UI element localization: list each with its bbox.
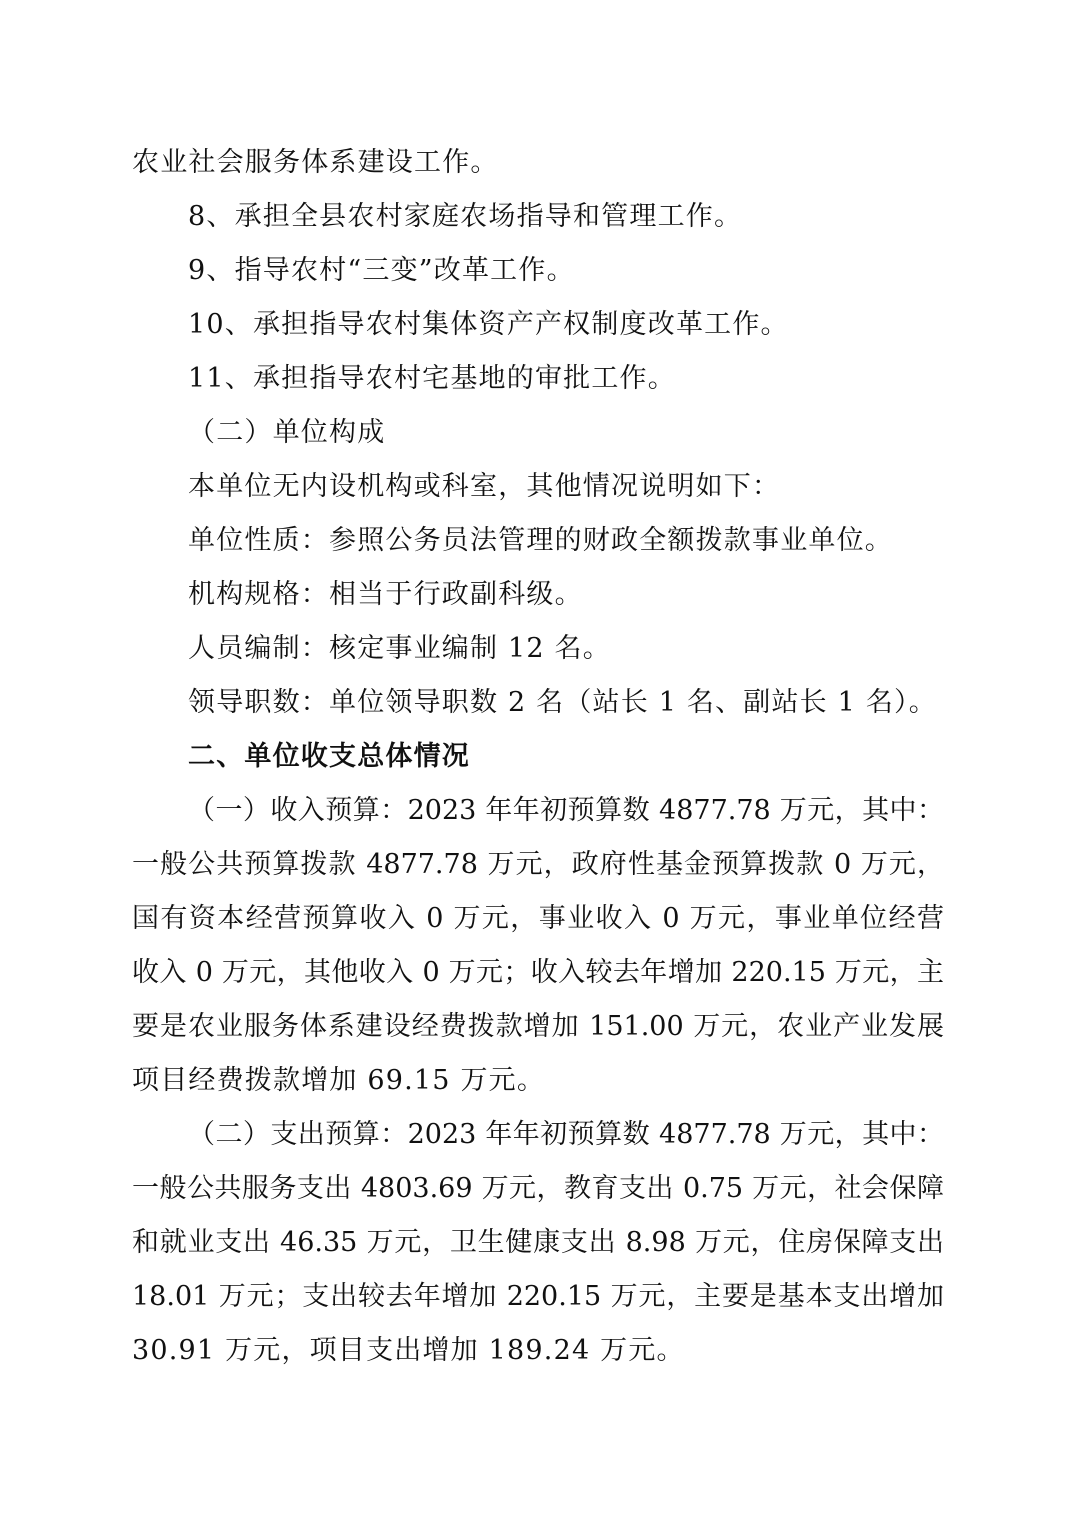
paragraph-line: 本单位无内设机构或科室，其他情况说明如下：	[188, 471, 781, 502]
unit-level-line: 机构规格：相当于行政副科级。	[188, 579, 583, 610]
expense-paragraph-line: 30.91 万元，项目支出增加 189.24 万元。	[132, 1335, 685, 1366]
income-paragraph-line: 项目经费拨款增加 69.15 万元。	[132, 1065, 546, 1096]
expense-paragraph-line: 一般公共服务支出 4803.69 万元，教育支出 0.75 万元，社会保障	[132, 1173, 944, 1204]
expense-paragraph-line: 和就业支出 46.35 万元，卫生健康支出 8.98 万元，住房保障支出	[132, 1227, 944, 1258]
duty-item-9: 9、指导农村“三变”改革工作。	[188, 255, 575, 286]
paragraph-line: 农业社会服务体系建设工作。	[132, 147, 499, 178]
duty-item-10: 10、承担指导农村集体资产产权制度改革工作。	[188, 309, 789, 340]
income-paragraph-line: 一般公共预算拨款 4877.78 万元，政府性基金预算拨款 0 万元，	[132, 849, 944, 880]
duty-item-11: 11、承担指导农村宅基地的审批工作。	[188, 363, 676, 394]
income-paragraph-line: （一）收入预算：2023 年年初预算数 4877.78 万元，其中：	[188, 795, 944, 826]
expense-paragraph-line: （二）支出预算：2023 年年初预算数 4877.78 万元，其中：	[188, 1119, 944, 1150]
income-paragraph-line: 国有资本经营预算收入 0 万元，事业收入 0 万元，事业单位经营	[132, 903, 944, 934]
leadership-line: 领导职数：单位领导职数 2 名（站长 1 名、副站长 1 名）。	[188, 687, 937, 718]
document-page	[132, 136, 944, 1378]
staffing-line: 人员编制：核定事业编制 12 名。	[188, 633, 611, 664]
duty-item-8: 8、承担全县农村家庭农场指导和管理工作。	[188, 201, 743, 232]
section-heading: 二、单位收支总体情况	[188, 741, 470, 772]
income-paragraph-line: 要是农业服务体系建设经费拨款增加 151.00 万元，农业产业发展	[132, 1011, 944, 1042]
expense-paragraph-line: 18.01 万元；支出较去年增加 220.15 万元，主要是基本支出增加	[132, 1281, 944, 1312]
unit-nature-line: 单位性质：参照公务员法管理的财政全额拨款事业单位。	[188, 525, 893, 556]
income-paragraph-line: 收入 0 万元，其他收入 0 万元；收入较去年增加 220.15 万元，主	[132, 957, 944, 988]
section-subheading: （二）单位构成	[188, 417, 386, 448]
